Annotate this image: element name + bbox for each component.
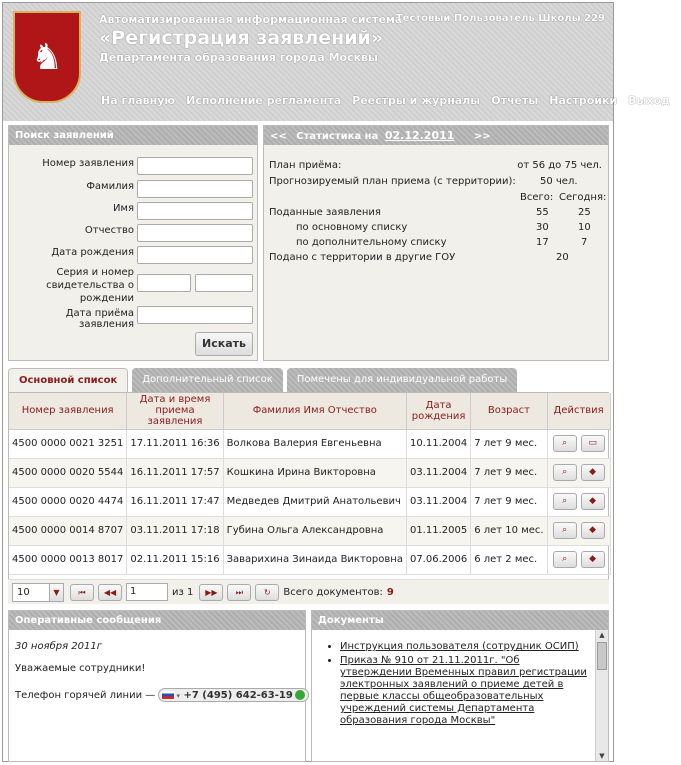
cell-birth-date: 01.11.2005 [406, 516, 470, 545]
cell-datetime: 16.11.2011 17:57 [127, 458, 223, 487]
certificate-series-input[interactable] [137, 274, 191, 292]
main-nav [101, 94, 681, 107]
message-date: 30 ноября 2011г [15, 641, 102, 652]
application-date-input[interactable] [137, 306, 253, 324]
page-input[interactable]: 1 [126, 583, 168, 601]
plan-value: от 56 до 75 чел. [517, 160, 602, 171]
certificate-label-2: свидетельства о [46, 280, 134, 291]
document-link[interactable]: • Приказ № 910 от 21.11.2011г. "Об утверждении Временных правил регистрации электронных заявлений о приеме детей в первые классы общеобразовательных учреждений системы Департамента образования города Москвы" [340, 655, 592, 727]
table-row[interactable] [9, 516, 610, 545]
cell-actions [547, 545, 610, 574]
system-title: Автоматизированная информационная система [99, 13, 403, 26]
tab-individual[interactable]: Помечены для индивидуальной работы [287, 368, 517, 392]
certificate-number-input[interactable] [195, 274, 253, 292]
view-icon[interactable]: ⌕ [553, 522, 577, 539]
cell-datetime: 17.11.2011 16:36 [127, 429, 223, 458]
cell-age: 6 лет 10 мес. [471, 516, 547, 545]
cell-datetime: 16.11.2011 17:47 [127, 487, 223, 516]
cell-number: 4500 0000 0020 4474 [9, 487, 127, 516]
nav-regulation[interactable]: Исполнение регламента [186, 94, 342, 107]
messages-panel [8, 610, 306, 762]
department-title: Департамента образования города Москвы [99, 51, 378, 64]
last-name-input[interactable] [137, 180, 253, 198]
scroll-up-icon[interactable]: ▲ [599, 631, 605, 639]
cell-age: 6 лет 2 мес. [471, 545, 547, 574]
scroll-thumb[interactable] [597, 642, 607, 670]
birth-date-input[interactable] [137, 246, 253, 264]
tag-icon[interactable]: ◆ [581, 464, 605, 481]
table-row[interactable] [9, 429, 610, 458]
document-link[interactable]: • Инструкция пользователя (сотрудник ОСИП) [340, 641, 592, 653]
messages-panel-title: Оперативные сообщения [9, 611, 305, 630]
cell-fio: Медведев Дмитрий Анатольевич [223, 487, 406, 516]
search-panel [8, 125, 258, 361]
col-today: Сегодня: [559, 192, 607, 203]
submitted-today: 25 [578, 207, 591, 218]
stats-date[interactable]: 02.12.2011 [384, 129, 455, 142]
other-label: Подано с территории в другие ГОУ [269, 252, 456, 263]
tag-icon[interactable]: ◆ [581, 522, 605, 539]
scroll-down-icon[interactable]: ▼ [599, 752, 605, 760]
tag-icon[interactable]: ◆ [581, 551, 605, 568]
applications-table [8, 392, 609, 604]
view-icon[interactable]: ⌕ [553, 493, 577, 510]
first-name-input[interactable] [137, 202, 253, 220]
cell-actions [547, 516, 610, 545]
cell-datetime: 02.11.2011 15:16 [127, 545, 223, 574]
tab-main-list[interactable]: Основной список [8, 368, 128, 392]
documents-panel [311, 610, 609, 762]
other-total: 20 [556, 252, 569, 263]
cell-datetime: 03.11.2011 17:18 [127, 516, 223, 545]
hotline-label: Телефон горячей линии — [15, 690, 156, 701]
cell-number: 4500 0000 0021 3251 [9, 429, 127, 458]
patronymic-input[interactable] [137, 224, 253, 242]
extra-list-label: по дополнительному списку [296, 237, 447, 248]
cell-birth-date: 03.11.2004 [406, 458, 470, 487]
cell-actions [547, 458, 610, 487]
nav-home[interactable]: На главную [101, 94, 176, 107]
page-size-value: 10 [17, 586, 30, 598]
col-age[interactable]: Возраст [471, 393, 547, 429]
cell-birth-date: 07.06.2006 [406, 545, 470, 574]
flag-icon [162, 691, 174, 699]
search-button[interactable]: Искать [195, 332, 253, 356]
stats-prev-button[interactable]: << [270, 131, 287, 142]
view-icon[interactable]: ⌕ [553, 551, 577, 568]
patronymic-label: Отчество [84, 225, 134, 236]
list-tabs [8, 368, 521, 392]
cell-age: 7 лет 9 мес. [471, 458, 547, 487]
number-label: Номер заявления [42, 158, 134, 169]
moscow-crest-icon: ♞ [13, 11, 81, 103]
cell-fio: Волкова Валерия Евгеньевна [223, 429, 406, 458]
cell-age: 7 лет 9 мес. [471, 429, 547, 458]
cell-actions [547, 429, 610, 458]
tag-icon[interactable]: ◆ [581, 493, 605, 510]
view-icon[interactable]: ⌕ [553, 464, 577, 481]
unmark-icon[interactable]: ▭ [581, 435, 605, 452]
cell-number: 4500 0000 0020 5544 [9, 458, 127, 487]
last-page-icon[interactable]: ⏭ [227, 584, 251, 601]
table-header-row [9, 393, 610, 429]
stats-panel-title [264, 126, 608, 145]
documents-panel-title: Документы [312, 611, 608, 630]
certificate-label-3: рождении [79, 293, 134, 304]
search-panel-title: Поиск заявлений [9, 126, 257, 145]
nav-registries[interactable]: Реестры и журналы [352, 94, 481, 107]
cell-fio: Кошкина Ирина Викторовна [223, 458, 406, 487]
message-greeting: Уважаемые сотрудники! [15, 663, 146, 674]
pagination-bar [8, 579, 609, 604]
cell-number: 4500 0000 0014 8707 [9, 516, 127, 545]
prev-page-icon[interactable]: ◀◀ [98, 584, 122, 601]
next-page-icon[interactable]: ▶▶ [199, 584, 223, 601]
birth-date-label: Дата рождения [51, 247, 134, 258]
table-row[interactable] [9, 545, 610, 574]
app-title: «Регистрация заявлений» [99, 27, 384, 49]
stats-title: Статистика на [296, 131, 379, 142]
documents-list [340, 641, 592, 729]
application-date-label: Дата приёма заявления [65, 308, 134, 330]
hotline-row [15, 688, 309, 702]
app-window [2, 2, 671, 762]
number-input[interactable] [137, 157, 253, 175]
col-actions: Действия [547, 393, 610, 429]
stats-panel [263, 125, 609, 361]
certificate-label-1: Серия и номер [56, 267, 134, 278]
view-icon[interactable]: ⌕ [553, 435, 577, 452]
cell-fio: Губина Ольга Александровна [223, 516, 406, 545]
nav-reports[interactable]: Отчеты [491, 94, 539, 107]
extra-list-today: 7 [581, 237, 588, 248]
total-docs-label: Всего документов: [283, 586, 383, 598]
submitted-total: 55 [536, 207, 549, 218]
table-row[interactable] [9, 458, 610, 487]
submitted-label: Поданные заявления [269, 207, 381, 218]
chevron-down-icon[interactable]: ▼ [49, 584, 63, 601]
total-docs-value: 9 [386, 586, 394, 598]
forecast-value: 50 чел. [540, 176, 578, 187]
cell-actions [547, 487, 610, 516]
forecast-label: Прогнозируемый план приема (с территории): [269, 176, 516, 187]
last-name-label: Фамилия [86, 181, 134, 192]
stats-next-button[interactable]: >> [473, 131, 491, 142]
main-list-today: 10 [578, 222, 591, 233]
nav-settings[interactable]: Настройки [549, 94, 618, 107]
plan-label: План приёма: [269, 160, 342, 171]
page-of-label: из 1 [172, 586, 194, 598]
refresh-icon[interactable]: ↻ [255, 584, 279, 601]
main-list-total: 30 [536, 222, 549, 233]
main-list-label: по основному списку [296, 222, 408, 233]
table-row[interactable] [9, 487, 610, 516]
cell-number: 4500 0000 0013 8017 [9, 545, 127, 574]
page-size-select[interactable] [12, 583, 64, 602]
cell-age: 7 лет 9 мес. [471, 487, 547, 516]
phone-icon [295, 690, 305, 700]
col-total: Всего: [520, 192, 554, 203]
cell-fio: Заварихина Зинаида Викторовна [223, 545, 406, 574]
col-fio[interactable]: Фамилия Имя Отчество [223, 393, 406, 429]
header [3, 3, 671, 121]
phone-number: +7 (495) 642-63-19 [183, 690, 293, 701]
col-number[interactable]: Номер заявления [9, 393, 127, 429]
current-user: Тестовый Пользователь Школы 229 [395, 13, 605, 24]
documents-scrollbar[interactable] [595, 630, 608, 761]
col-datetime[interactable]: Дата и время приема заявления [127, 393, 223, 429]
col-birth-date[interactable]: Дата рождения [406, 393, 470, 429]
first-page-icon[interactable]: ⏮ [70, 584, 94, 601]
phone-badge[interactable]: ▾ +7 (495) 642-63-19 [158, 688, 308, 702]
nav-logout[interactable]: Выход [628, 94, 671, 107]
extra-list-total: 17 [536, 237, 549, 248]
cell-birth-date: 03.11.2004 [406, 487, 470, 516]
tab-extra-list[interactable]: Дополнительный список [132, 368, 283, 392]
cell-birth-date: 10.11.2004 [406, 429, 470, 458]
first-name-label: Имя [112, 203, 134, 214]
